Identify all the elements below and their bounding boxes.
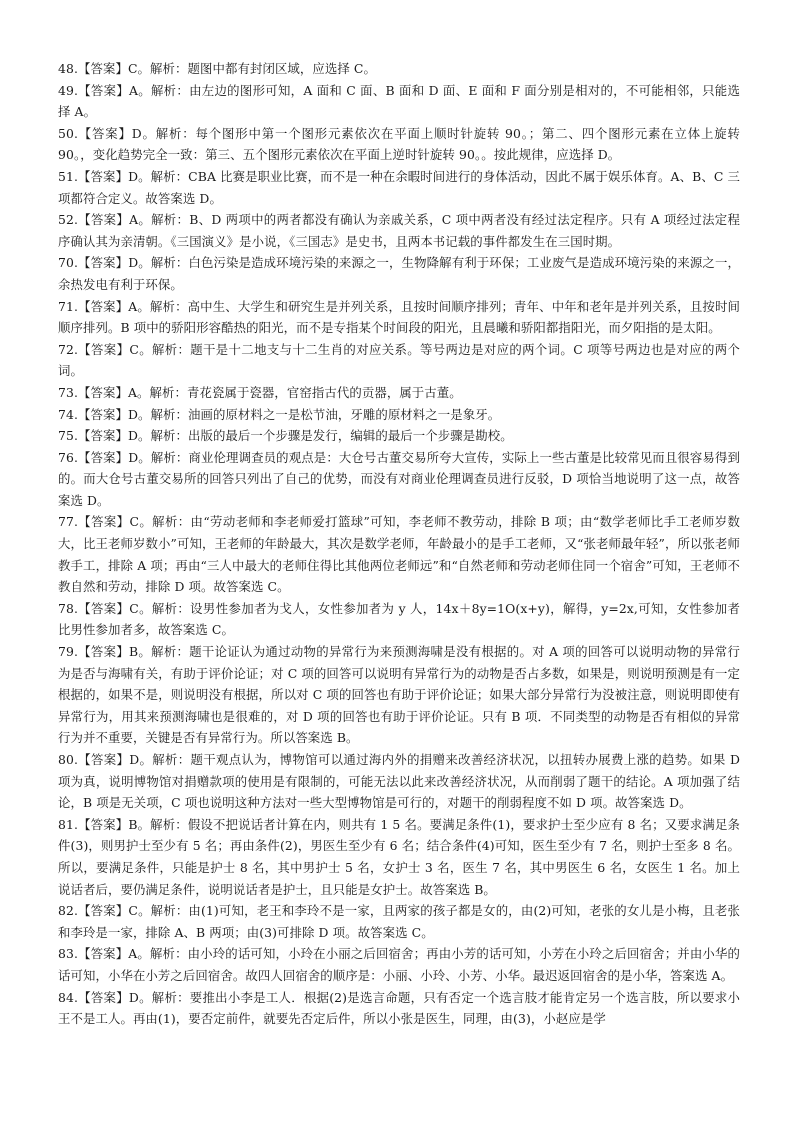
answer-entry-51: 51.【答案】D。解析：CBA 比赛是职业比赛，而不是一种在余暇时间进行的身体活动，因此不属于娱乐体育。A、B、C 三项都符合定义。故答案选 D。 [58,168,740,206]
answer-entry-77: 77.【答案】C。解析：由“劳动老师和李老师爱打篮球”可知，李老师不教劳动，排除 B 项；由“数学老师比手工老师岁数大，比王老师岁数小”可知，王老师的年龄最大，其次是数学老师，年龄最小的是手工老师，又“张老师最年轻”，所以张老师教手工，排除 A 项；再由“三人中最大的老师住得比其他两位老师远”和“自然老师和劳动老师住同一个宿舍”可知，王老师不教自然和劳动，排除 D 项。故答案选 C。 [58,514,740,595]
answer-explanations [58,58,740,1030]
answer-entry-72: 72.【答案】C。解析：题干是十二地支与十二生肖的对应关系。等号两边是对应的两个词。C 项等号两边也是对应的两个词。 [58,341,740,379]
answer-entry-49: 49.【答案】A。解析：由左边的图形可知，A 面和 C 面、B 面和 D 面、E 面和 F 面分别是相对的，不可能相邻，只能选择 A。 [58,82,740,120]
answer-entry-52: 52.【答案】A。解析：B、D 两项中的两者都没有确认为亲戚关系，C 项中两者没有经过法定程序。只有 A 项经过法定程序确认其为亲清朝。《三国演义》是小说，《三国志》是史书，且两本书记载的事件都发生在三国时期。 [58,212,740,249]
answer-entry-50: 50.【答案】D。解析：每个图形中第一个图形元素依次在平面上顺时针旋转 90。；第二、四个图形元素在立体上旋转 90。，变化趋势完全一致：第三、五个图形元素依次在平面上逆时针旋转 90。。按此规律，应选择 D。 [58,125,740,163]
answer-entry-79: 79.【答案】B。解析：题干论证认为通过动物的异常行为来预测海啸是没有根据的。对 A 项的回答可以说明动物的异常行为是否与海啸有关，有助于评价论证；对 C 项的回答可以说明有异常行为的动物是否占多数，如果是，则说明预测是有一定根据的，如果不是，则说明没有根据，所以对 C 项的回答也有助于评价论证；如果大部分异常行为没被注意，则说明即使有异常行为，用其来预测海啸也是很难的，对 D 项的回答也有助于评价论证。只有 B 项．不同类型的动物是否有相似的异常行为并不重要，关键是否有异常行为。所以答案选 B。 [58,644,740,746]
answer-entry-84: 84.【答案】D。解析：要推出小李是工人．根据(2)是选言命题，只有否定一个选言肢才能肯定另一个选言肢，所以要求小王不是工人。再由(1)，要否定前件，就要先否定后件，所以小张是医生，同理，由(3)，小赵应是学 [58,989,740,1027]
answer-entry-73: 73.【答案】A。解析：青花瓷属于瓷器，官窑指古代的贡器，属于古董。 [58,384,462,400]
answer-entry-81: 81.【答案】B。解析：假设不把说话者计算在内，则共有 1 5 名。要满足条件(1)，要求护士至少应有 8 名；又要求满足条件(3)，则男护士至少有 5 名；再由条件(2)，男医生至少有 6 名；结合条件(4)可知，医生至少有 7 名，则护士至多 8 名。所以，要满足条件，只能是护士 8 名，其中男护士 5 名，女护士 3 名，医生 7 名，其中男医生 6 名，女医生 1 名。加上说话者后，要仍满足条件，说明说话者是护士，且只能是女护士。故答案选 B。 [58,816,740,897]
answer-entry-78: 78.【答案】C。解析：设男性参加者为戈人，女性参加者为 y 人，14x＋8y=1O(x+y)，解得，y=2x,可知，女性参加者比男性参加者多，故答案选 C。 [58,600,740,638]
answer-entry-75: 75.【答案】D。解析：出版的最后一个步骤是发行，编辑的最后一个步骤是勘校。 [58,428,513,444]
answer-entry-70: 70.【答案】D。解析：白色污染是造成环境污染的来源之一，生物降解有利于环保；工业废气是造成环境污染的来源之一，余热发电有利于环保。 [58,255,740,292]
answer-entry-83: 83.【答案】A。解析：由小玲的话可知，小玲在小丽之后回宿舍；再由小芳的话可知，小芳在小玲之后回宿舍；并由小华的话可知，小华在小芳之后回宿舍。故四人回宿舍的顺序是：小丽、小玲、小芳、小华。最迟返回宿舍的是小华，答案选 A。 [58,946,740,983]
answer-entry-71: 71.【答案】A。解析：高中生、大学生和研究生是并列关系，且按时间顺序排列；青年、中年和老年是并列关系，且按时间顺序排列。B 项中的骄阳形容酷热的阳光，而不是专指某个时间段的阳光，且晨曦和骄阳都指阳光，而夕阳指的是太阳。 [58,298,740,336]
answer-entry-82: 82.【答案】C。解析：由(1)可知，老王和李玲不是一家，且两家的孩子都是女的，由(2)可知，老张的女儿是小梅，且老张和李玲是一家，排除 A、B 两项；由(3)可排除 D 项。故答案选 C。 [58,903,740,940]
answer-entry-74: 74.【答案】D。解析：油画的原材料之一是松节油，牙雕的原材料之一是象牙。 [58,406,501,422]
answer-entry-76: 76.【答案】D。解析：商业伦理调查员的观点是：大仓号古董交易所夸大宣传，实际上一些古董是比较常见而且很容易得到的。而大仓号古董交易所的回答只列出了自己的优势，而没有对商业伦理调查员进行反驳，D 项恰当地说明了这一点，故答案选 D。 [58,449,740,508]
answer-entry-48: 48.【答案】C。解析：题图中都有封闭区域，应选择 C。 [58,61,376,76]
answer-entry-80: 80.【答案】D。解析：题干观点认为，博物馆可以通过海内外的捐赠来改善经济状况，以扭转办展费上涨的趋势。如果 D 项为真，说明博物馆对捐赠款项的使用是有限制的，可能无法以此来改善经济状况，从而削弱了题干的结论。A 项加强了结论，B 项是无关项，C 项也说明这种方法对一些大型博物馆是可行的，对题干的削弱程度不如 D 项。故答案选 D。 [58,752,740,811]
